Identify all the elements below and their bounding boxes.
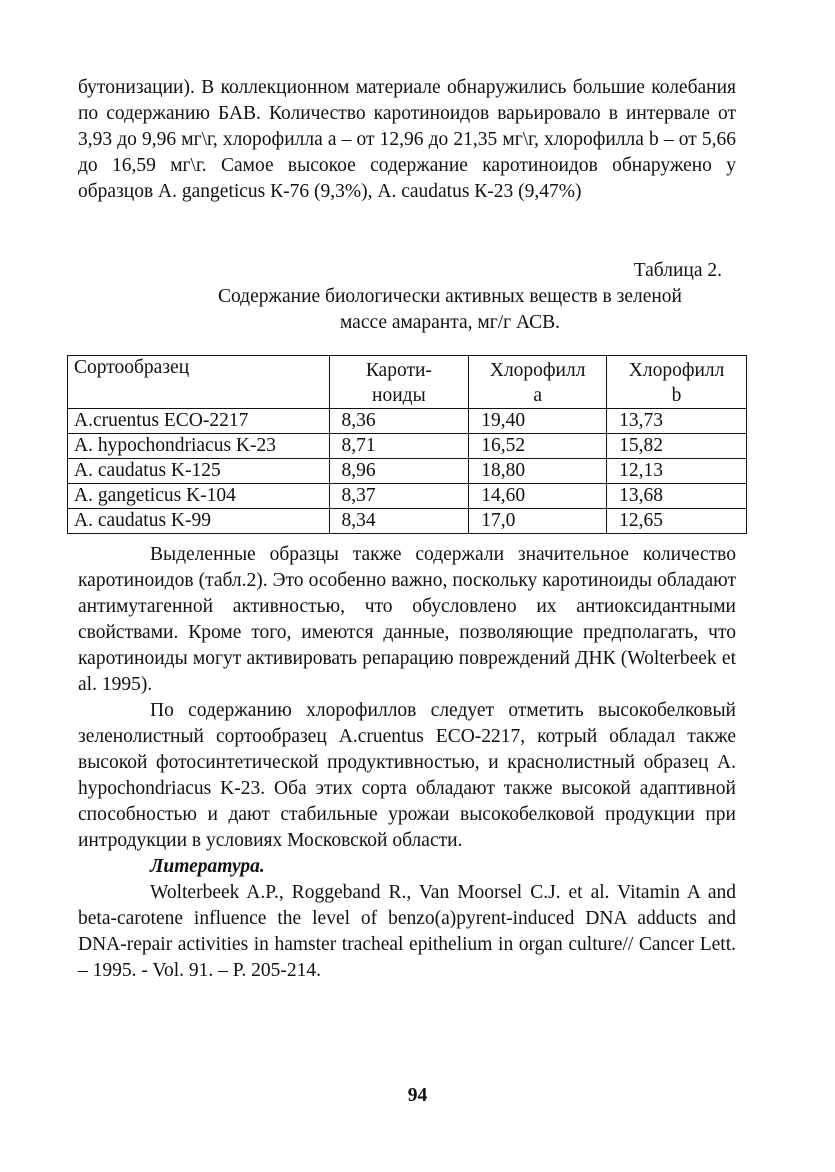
table-row: [68, 409, 747, 434]
cell-chlorophyll-b: 13,73: [607, 409, 747, 434]
header-chlorophyll-b: Хлорофилл b: [607, 356, 747, 409]
cell-chlorophyll-b: 12,65: [607, 509, 747, 534]
header-sample: Сортообразец: [68, 356, 330, 409]
cell-sample: A. caudatus K-125: [68, 459, 330, 484]
table-number-label: Таблица 2.: [633, 260, 722, 281]
cell-chlorophyll-b: 13,68: [607, 484, 747, 509]
cell-carotenoids: 8,37: [329, 484, 469, 509]
table-caption-line-1: Содержание биологически активных веществ в зеленой: [217, 286, 682, 307]
page-number: 94: [407, 1085, 428, 1106]
cell-sample: A. caudatus K-99: [68, 509, 330, 534]
body-text-block: [78, 542, 736, 984]
cell-carotenoids: 8,96: [329, 459, 469, 484]
cell-sample: A. gangeticus K-104: [68, 484, 330, 509]
cell-chlorophyll-a: 14,60: [469, 484, 607, 509]
cell-chlorophyll-a: 19,40: [469, 409, 607, 434]
table-caption-line-2: массе амаранта, мг/г АСВ.: [339, 312, 561, 333]
table-row: [68, 459, 747, 484]
header-chlorophyll-a: Хлорофилл а: [469, 356, 607, 409]
paragraph-chlorophylls: По содержанию хлорофиллов следует отметить высокобелковый зеленолистный сортообразец A.cruentus ECO-2217, котрый обладал также высокой фотосинтетической продуктивностью, и краснолистный образец A. hypochondriacus K-23. Оба этих сорта обладают также высокой адаптивной способностью и дают стабильные урожаи высокобелковой продукции при интродукции в условиях Московской области.: [78, 700, 736, 851]
cell-sample: A. hypochondriacus K-23: [68, 434, 330, 459]
reference-entry: Wolterbeek A.P., Roggeband R., Van Moorsel C.J. et al. Vitamin A and beta-carotene influence the level of benzo(a)pyrent-induced DNA adducts and DNA-repair activities in hamster tracheal epithelium in organ culture// Cancer Lett. – 1995. - Vol. 91. – P. 205-214.: [78, 882, 736, 981]
literature-heading: Литература.: [150, 856, 265, 877]
cell-chlorophyll-a: 18,80: [469, 459, 607, 484]
cell-carotenoids: 8,71: [329, 434, 469, 459]
cell-carotenoids: 8,34: [329, 509, 469, 534]
table-row: [68, 509, 747, 534]
cell-chlorophyll-b: 15,82: [607, 434, 747, 459]
header-carotenoids: Кароти- ноиды: [329, 356, 469, 409]
intro-text-block: [78, 75, 736, 205]
cell-sample: A.cruentus ECO-2217: [68, 409, 330, 434]
table-row: [68, 434, 747, 459]
cell-chlorophyll-b: 12,13: [607, 459, 747, 484]
table-header-row: [68, 356, 747, 409]
intro-paragraph: бутонизации). В коллекционном материале обнаружились большие колебания по содержанию БАВ. Количество каротиноидов варьировало в интервале от 3,93 до 9,96 мг\г, хлорофилла а – от 12,96 до 21,35 мг\г, хлорофилла b – от 5,66 до 16,59 мг\г. Самое высокое содержание каротиноидов обнаружено у образцов A. gangeticus К-76 (9,3%), A. caudatus К-23 (9,47%): [78, 77, 736, 202]
cell-carotenoids: 8,36: [329, 409, 469, 434]
cell-chlorophyll-a: 16,52: [469, 434, 607, 459]
paragraph-carotenoids: Выделенные образцы также содержали значительное количество каротиноидов (табл.2). Это особенно важно, поскольку каротиноиды обладают антимутагенной активностью, что обусловлено их антиоксидантными свойствами. Кроме того, имеются данные, позволяющие предполагать, что каротиноиды могут активировать репарацию повреждений ДНК (Wolterbeek et al. 1995).: [78, 544, 736, 695]
table-row: [68, 484, 747, 509]
bioactive-substances-table: [67, 355, 747, 534]
cell-chlorophyll-a: 17,0: [469, 509, 607, 534]
